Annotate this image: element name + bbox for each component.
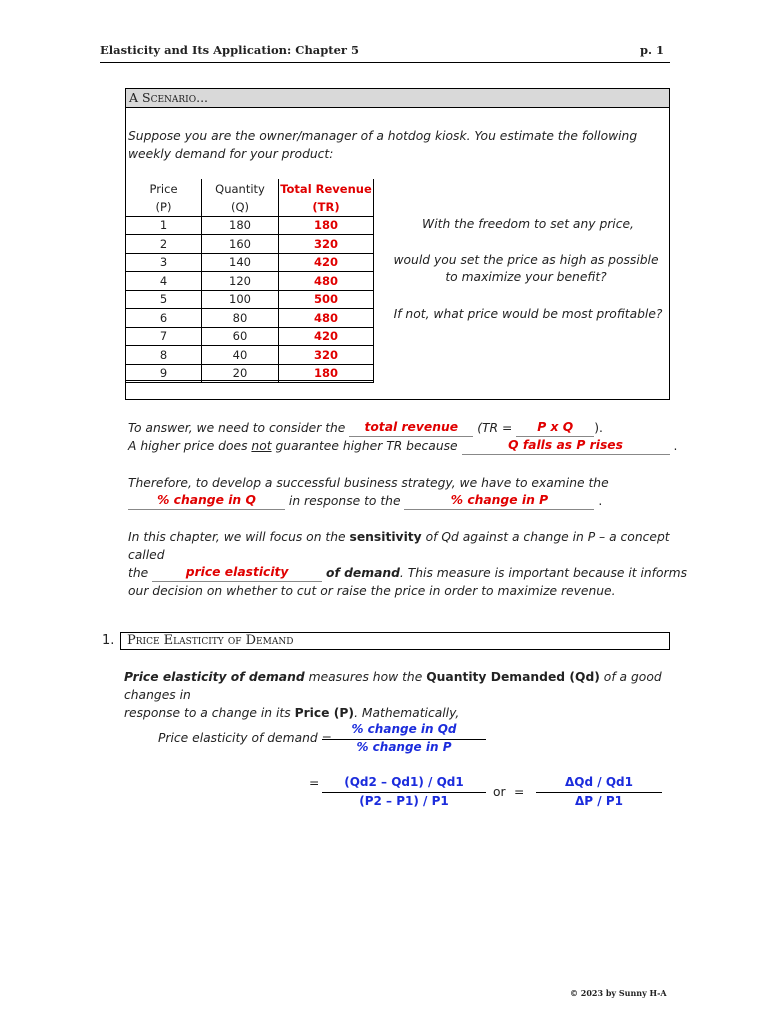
blank-q-falls: Q falls as P rises [462, 437, 670, 455]
para1-text-e: guarantee higher TR because [275, 439, 458, 453]
scenario-title: A Scenario... [126, 89, 669, 108]
para3-bold-of-demand: of demand [326, 566, 400, 580]
para1-text-d: A higher price does [128, 439, 248, 453]
formula-or: or [493, 785, 506, 799]
price-cell: 8 [126, 346, 202, 365]
price-cell: 7 [126, 327, 202, 346]
formula1-denominator: % change in P [356, 740, 452, 754]
price-cell: 2 [126, 235, 202, 254]
section-number: 1. [102, 633, 115, 648]
paragraph-answer [128, 419, 688, 455]
para2-text-b: in response to the [288, 494, 401, 508]
formula2-fraction-bar [322, 792, 486, 793]
table-row [126, 346, 374, 365]
revenue-cell: 480 [279, 309, 374, 328]
formula1-numerator: % change in Qd [351, 722, 457, 736]
def-bold-price: Price (P) [294, 706, 355, 720]
quantity-cell: 120 [202, 272, 279, 291]
def-text-a: measures how the [308, 670, 423, 684]
table-row [126, 309, 374, 328]
blank-pct-change-p: % change in P [404, 492, 594, 510]
def-text-d: . Mathematically, [354, 706, 460, 720]
price-cell: 9 [126, 364, 202, 383]
header-quantity-symbol: (Q) [202, 198, 279, 216]
quantity-cell: 100 [202, 290, 279, 309]
question-freedom: With the freedom to set any price, [422, 217, 634, 231]
header-total-revenue: Total Revenue [279, 179, 374, 198]
revenue-cell: 320 [279, 346, 374, 365]
question-most-profitable: If not, what price would be most profitable? [393, 307, 663, 321]
para3-text-d: . This measure is important because it informs [399, 566, 687, 580]
para1-text-c: ). [594, 421, 603, 435]
header-quantity: Quantity [202, 179, 279, 198]
header-tr-symbol: (TR) [279, 198, 374, 216]
document-title: Elasticity and Its Application: Chapter 5 [100, 43, 359, 57]
question-highest-price: would you set the price as high as possible to maximize your benefit? [393, 253, 659, 284]
para3-text-c: the [128, 566, 149, 580]
revenue-cell: 420 [279, 327, 374, 346]
revenue-cell: 180 [279, 216, 374, 235]
para1-text-f: . [673, 439, 678, 453]
def-text-c: response to a change in its [124, 706, 291, 720]
formula3-equals: = [514, 785, 525, 799]
def-text-b: of a good changes in [124, 670, 662, 702]
section-definition [124, 668, 684, 722]
quantity-cell: 20 [202, 364, 279, 383]
revenue-cell: 180 [279, 364, 374, 383]
paragraph-chapter-focus [128, 528, 688, 600]
formula2-equals: = [309, 776, 320, 790]
formula3-numerator: ΔQd / Qd1 [565, 775, 633, 789]
quantity-cell: 40 [202, 346, 279, 365]
para2-text-c: . [598, 494, 603, 508]
blank-total-revenue: total revenue [349, 419, 473, 437]
formula-label: Price elasticity of demand = [158, 731, 332, 745]
blank-price-elasticity: price elasticity [152, 564, 322, 582]
demand-table [125, 179, 374, 383]
table-header-row [126, 179, 374, 198]
header-price: Price [126, 179, 202, 198]
header-price-symbol: (P) [126, 198, 202, 216]
revenue-cell: 420 [279, 253, 374, 272]
table-row [126, 235, 374, 254]
quantity-cell: 160 [202, 235, 279, 254]
revenue-cell: 480 [279, 272, 374, 291]
quantity-cell: 60 [202, 327, 279, 346]
price-cell: 3 [126, 253, 202, 272]
footer-copyright: © 2023 by Sunny H-A [570, 988, 667, 998]
quantity-cell: 180 [202, 216, 279, 235]
formula2-numerator: (Qd2 – Qd1) / Qd1 [344, 775, 464, 789]
table-row [126, 272, 374, 291]
para3-text-b: of Qd against a change in P – a concept called [128, 530, 670, 562]
para1-text-b: (TR = [477, 421, 513, 435]
revenue-cell: 320 [279, 235, 374, 254]
price-cell: 1 [126, 216, 202, 235]
para1-not: not [251, 439, 272, 453]
quantity-cell: 140 [202, 253, 279, 272]
price-cell: 5 [126, 290, 202, 309]
blank-p-times-q: P x Q [516, 419, 594, 437]
blank-pct-change-q: % change in Q [128, 492, 285, 510]
para3-bold-sensitivity: sensitivity [349, 530, 422, 544]
table-row [126, 253, 374, 272]
table-row [126, 327, 374, 346]
price-cell: 6 [126, 309, 202, 328]
para1-text-a: To answer, we need to consider the [128, 421, 346, 435]
table-header-row [126, 198, 374, 216]
scenario-intro: Suppose you are the owner/manager of a hotdog kiosk. You estimate the following weekly demand for your product: [128, 129, 638, 161]
para3-text-e: our decision on whether to cut or raise the price in order to maximize revenue. [128, 584, 616, 598]
revenue-cell: 500 [279, 290, 374, 309]
para2-text-a: Therefore, to develop a successful business strategy, we have to examine the [128, 476, 609, 490]
table-row [126, 290, 374, 309]
paragraph-strategy [128, 474, 688, 510]
header-rule [100, 62, 670, 63]
quantity-cell: 80 [202, 309, 279, 328]
table-bottom-rule [125, 380, 374, 381]
formula2-denominator: (P2 – P1) / P1 [359, 794, 449, 808]
table-row [126, 216, 374, 235]
def-bold-ped: Price elasticity of demand [124, 670, 305, 684]
page-number: p. 1 [640, 43, 665, 57]
formula3-fraction-bar [536, 792, 662, 793]
def-bold-qd: Quantity Demanded (Qd) [426, 670, 600, 684]
price-cell: 4 [126, 272, 202, 291]
section-title: Price Elasticity of Demand [120, 632, 670, 650]
para3-text-a: In this chapter, we will focus on the [128, 530, 346, 544]
formula3-denominator: ΔP / P1 [575, 794, 623, 808]
